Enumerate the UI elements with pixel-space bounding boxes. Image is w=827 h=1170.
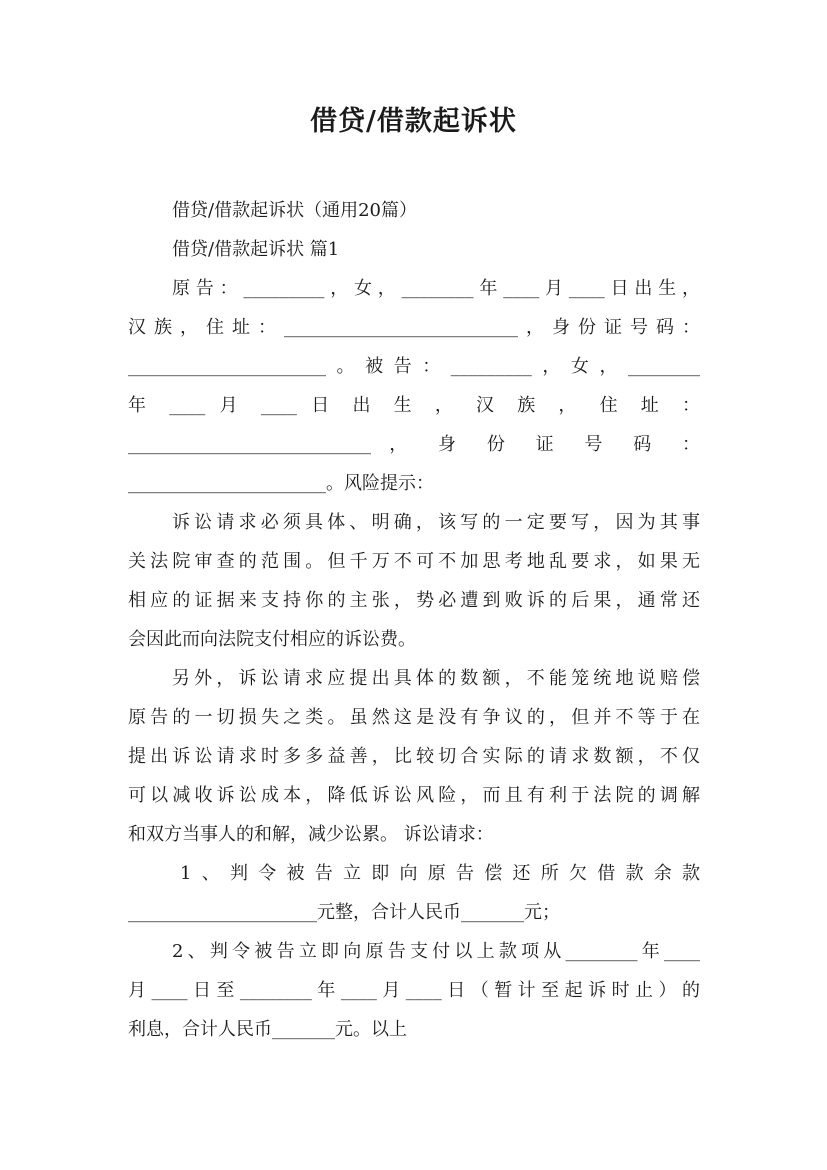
- text-line: 年 ____ 月 ____ 日 出 生 ， 汉 族 ， 住 址 ：: [128, 395, 700, 416]
- subtitle-line: 借贷/借款起诉状（通用20篇）: [172, 200, 417, 221]
- text-line: 诉讼请求必须具体、明确，该写的一定要写，因为其事: [172, 512, 700, 533]
- text-line: 利息，合计人民币_______元。以上: [128, 1019, 407, 1040]
- text-line: 相应的证据来支持你的主张，势必遭到败诉的后果，通常还: [128, 590, 700, 611]
- text-line: 1、判令被告立即向原告偿还所欠借款余款: [180, 863, 700, 884]
- text-line: 汉族，住址：__________________________，身份证号码：: [128, 317, 700, 338]
- text-line: 原告：_________，女，________年____月____日出生，: [172, 278, 700, 299]
- text-line: 月____日至________年____月____日（暂计至起诉时止）的: [128, 980, 700, 1001]
- text-line: 可以减收诉讼成本，降低诉讼风险，而且有利于法院的调解: [128, 785, 700, 806]
- text-line: 关法院审查的范围。但千万不可不加思考地乱要求，如果无: [128, 551, 700, 572]
- document-title: 借贷/借款起诉状: [310, 106, 517, 137]
- text-line: ______________________。被告：_________，女，________: [128, 356, 700, 377]
- text-line: 2、判令被告立即向原告支付以上款项从________年____: [172, 941, 700, 962]
- text-line: 另外，诉讼请求应提出具体的数额，不能笼统地说赔偿: [172, 668, 700, 689]
- text-line: 提出诉讼请求时多多益善，比较切合实际的请求数额，不仅: [128, 746, 700, 767]
- section-heading: 借贷/借款起诉状 篇1: [172, 239, 340, 260]
- text-line: 原告的一切损失之类。虽然这是没有争议的，但并不等于在: [128, 707, 700, 728]
- text-line: 会因此而向法院支付相应的诉讼费。: [128, 629, 416, 650]
- text-line: 和双方当事人的和解，减少讼累。 诉讼请求：: [128, 824, 494, 845]
- text-line: ______________________。风险提示：: [128, 473, 434, 494]
- text-line: _____________________元整，合计人民币_______元；: [128, 902, 560, 923]
- text-line: ___________________________ ， 身 份 证 号 码 ：: [128, 434, 700, 455]
